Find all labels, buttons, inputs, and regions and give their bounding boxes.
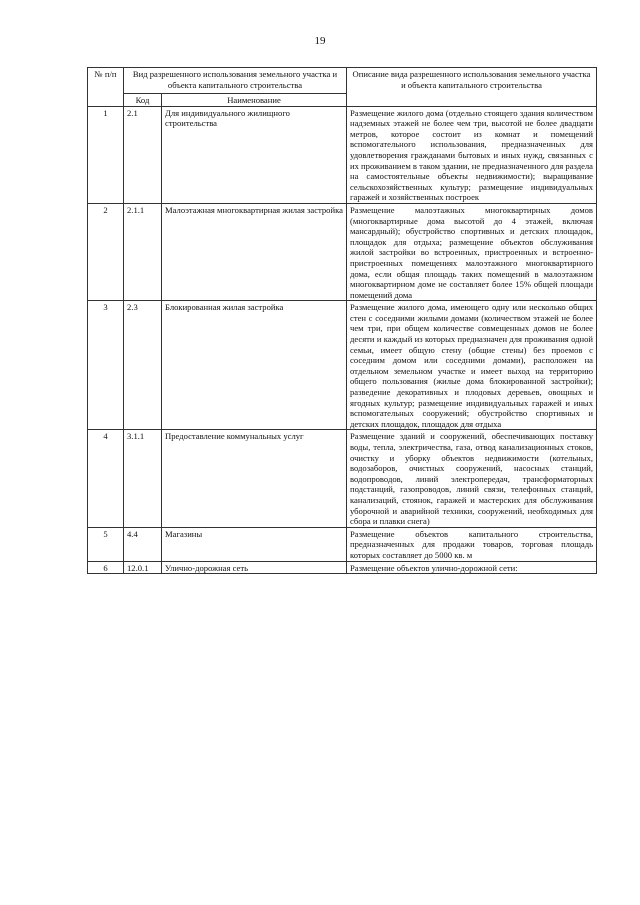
row-code: 2.3 [124, 301, 162, 430]
row-description: Размещение жилого дома (отдельно стоящего здания количеством надземных этажей не более чем три, высотой не более двадцати метров, которое состоит из комнат и помещений вспомогательного использования, предназначенных для удовлетворения гражданами бытовых и иных нужд, связанных с их проживанием в таком здании, не предназначенного для раздела на самостоятельные объекты недвижимости); выращивание сельскохозяйственных культур; размещение индивидуальных гаражей и хозяйственных построек [347, 106, 597, 203]
row-description: Размещение зданий и сооружений, обеспечивающих поставку воды, тепла, электричества, газа, отвод канализационных стоков, очистку и уборку объектов недвижимости (котельных, водозаборов, очистных сооружений, насосных станций, водопроводов, линий электропередач, трансформаторных подстанций, газопроводов, линий связи, телефонных станций, канализаций, стоянок, гаражей и мастерских для обслуживания уборочной и аварийной техники, сооружений, необходимых для сбора и плавки снега) [347, 430, 597, 527]
table-row [88, 561, 597, 574]
row-description: Размещение объектов капитального строительства, предназначенных для продажи товаров, торговая площадь которых составляет до 5000 кв. м [347, 527, 597, 561]
row-num: 6 [88, 561, 124, 574]
land-use-table [87, 67, 597, 574]
row-num: 5 [88, 527, 124, 561]
row-name: Предоставление коммунальных услуг [162, 430, 347, 527]
table-row [88, 430, 597, 527]
row-name: Малоэтажная многоквартирная жилая застройка [162, 203, 347, 300]
row-name: Улично-дорожная сеть [162, 561, 347, 574]
row-description: Размещение жилого дома, имеющего одну или несколько общих стен с соседними жилыми домами (количеством этажей не более чем три, при общем количестве совмещенных домов не более десяти и каждый из которых предназначен для проживания одной семьи, имеет общую стену (общие стены) без проемов с соседним домом или соседними домами), расположен на отдельном земельном участке и имеет выход на территорию общего пользования (жилые дома блокированной застройки); разведение декоративных и плодовых деревьев, овощных и ягодных культур; размещение индивидуальных гаражей и иных вспомогательных сооружений; обустройство спортивных и детских площадок, площадок для отдыха [347, 301, 597, 430]
header-vri-group: Вид разрешенного использования земельного участка и объекта капитального строительства [124, 68, 347, 94]
table-row [88, 106, 597, 203]
table-row [88, 527, 597, 561]
header-code: Код [124, 94, 162, 107]
header-name: Наименование [162, 94, 347, 107]
table-row [88, 301, 597, 430]
table-row [88, 203, 597, 300]
row-num: 1 [88, 106, 124, 203]
row-name: Магазины [162, 527, 347, 561]
row-code: 4.4 [124, 527, 162, 561]
row-code: 2.1.1 [124, 203, 162, 300]
row-description: Размещение малоэтажных многоквартирных домов (многоквартирные дома высотой до 4 этажей, включая мансардный); обустройство спортивных и детских площадок, площадок для отдыха; размещение объектов обслуживания жилой застройки во встроенных, пристроенных и встроенно-пристроенных помещениях малоэтажного многоквартирного дома, если общая площадь таких помещений в малоэтажном многоквартирном доме не составляет более 15% общей площади помещений дома [347, 203, 597, 300]
row-code: 3.1.1 [124, 430, 162, 527]
page-number: 19 [314, 35, 326, 47]
row-description: Размещение объектов улично-дорожной сети: [347, 561, 597, 574]
table-header-row [88, 68, 597, 94]
row-num: 3 [88, 301, 124, 430]
header-num: № п/п [88, 68, 124, 107]
row-name: Для индивидуального жилищного строительства [162, 106, 347, 203]
row-code: 2.1 [124, 106, 162, 203]
row-num: 2 [88, 203, 124, 300]
header-description: Описание вида разрешенного использования земельного участка и объекта капитального строительства [347, 68, 597, 107]
row-num: 4 [88, 430, 124, 527]
row-code: 12.0.1 [124, 561, 162, 574]
row-name: Блокированная жилая застройка [162, 301, 347, 430]
